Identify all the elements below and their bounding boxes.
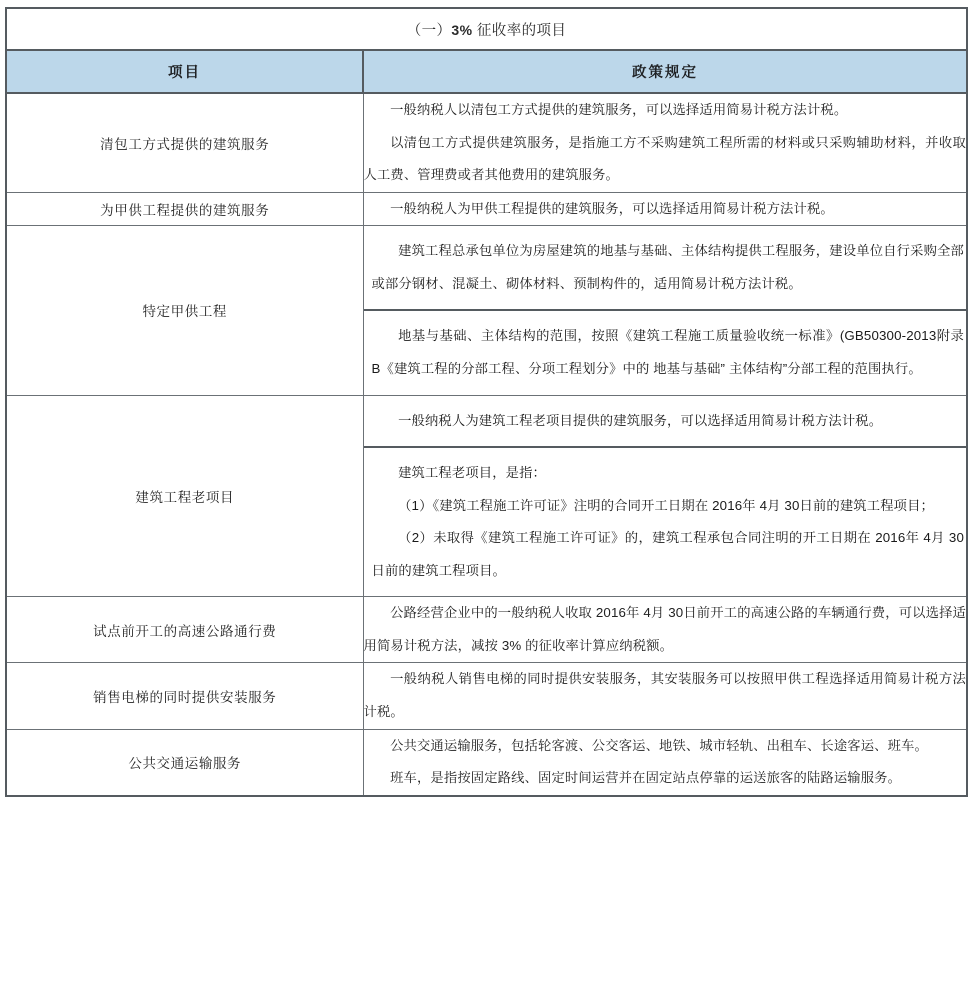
title-suffix: 征收率的项目	[472, 22, 567, 39]
policy-cell	[363, 729, 967, 796]
policy-paragraph: 地基与基础、主体结构的范围，按照《建筑工程施工质量验收统一标准》(GB50300-2013附录 B《建筑工程的分部工程、分项工程划分》中的 地基与基础” 主体结构”分部工程的范围执行。	[371, 328, 965, 376]
table-title-row	[6, 8, 967, 50]
policy-subblock	[364, 396, 967, 447]
policy-subblock	[364, 226, 967, 309]
policy-paragraph: 班车，是指按固定路线、固定时间运营并在固定站点停靠的运送旅客的陆路运输服务。	[390, 770, 902, 786]
policy-paragraph: （2）未取得《建筑工程施工许可证》的，建筑工程承包合同注明的开工日期在 2016年 4月 30日前的建筑工程项目。	[371, 530, 965, 578]
policy-subblock	[364, 446, 967, 596]
item-cell: 公共交通运输服务	[6, 729, 363, 796]
policy-paragraph: 一般纳税人为建筑工程老项目提供的建筑服务，可以选择适用简易计税方法计税。	[398, 412, 883, 428]
table-header-row	[6, 50, 967, 93]
table-title-cell	[6, 8, 967, 50]
policy-cell	[363, 663, 967, 729]
title-rate: 3%	[451, 21, 473, 38]
column-header-policy: 政策规定	[363, 50, 967, 93]
policy-paragraph: 以清包工方式提供建筑服务，是指施工方不采购建筑工程所需的材料或只采购辅助材料，并收取人工费、管理费或者其他费用的建筑服务。	[363, 134, 967, 183]
item-cell: 试点前开工的高速公路通行费	[6, 597, 363, 663]
tax-policy-table	[5, 7, 968, 797]
column-header-item: 项目	[6, 50, 363, 93]
item-cell: 销售电梯的同时提供安装服务	[6, 663, 363, 729]
item-cell: 为甲供工程提供的建筑服务	[6, 192, 363, 226]
item-cell: 清包工方式提供的建筑服务	[6, 93, 363, 192]
policy-paragraph: 建筑工程总承包单位为房屋建筑的地基与基础、主体结构提供工程服务，建设单位自行采购全部或部分钢材、混凝土、砌体材料、预制构件的，适用简易计税方法计税。	[371, 243, 965, 291]
table-row	[6, 597, 967, 663]
policy-cell	[363, 597, 967, 663]
table-row	[6, 395, 967, 597]
policy-paragraph: 一般纳税人为甲供工程提供的建筑服务，可以选择适用简易计税方法计税。	[390, 200, 834, 216]
table-row	[6, 663, 967, 729]
policy-cell	[363, 226, 967, 395]
policy-cell	[363, 192, 967, 226]
policy-paragraph: 公共交通运输服务，包括轮客渡、公交客运、地铁、城市轻轨、出租车、长途客运、班车。	[390, 737, 928, 753]
table-row	[6, 93, 967, 192]
policy-cell	[363, 93, 967, 192]
title-prefix: （一）	[406, 22, 452, 39]
table-row	[6, 192, 967, 226]
policy-subblock	[364, 309, 967, 394]
item-cell: 特定甲供工程	[6, 226, 363, 395]
item-cell: 建筑工程老项目	[6, 395, 363, 597]
policy-cell	[363, 395, 967, 597]
policy-paragraph: （1）《建筑工程施工许可证》注明的合同开工日期在 2016年 4月 30日前的建筑工程项目；	[398, 497, 934, 513]
table-row	[6, 226, 967, 395]
policy-paragraph: 建筑工程老项目，是指：	[398, 465, 547, 481]
policy-paragraph: 公路经营企业中的一般纳税人收取 2016年 4月 30日前开工的高速公路的车辆通行费，可以选择适用简易计税方法，减按 3% 的征收率计算应纳税额。	[363, 605, 967, 653]
table-body	[6, 8, 967, 796]
table-row	[6, 729, 967, 796]
policy-paragraph: 一般纳税人销售电梯的同时提供安装服务，其安装服务可以按照甲供工程选择适用简易计税方法计税。	[363, 671, 967, 719]
policy-paragraph: 一般纳税人以清包工方式提供的建筑服务，可以选择适用简易计税方法计税。	[390, 102, 848, 117]
